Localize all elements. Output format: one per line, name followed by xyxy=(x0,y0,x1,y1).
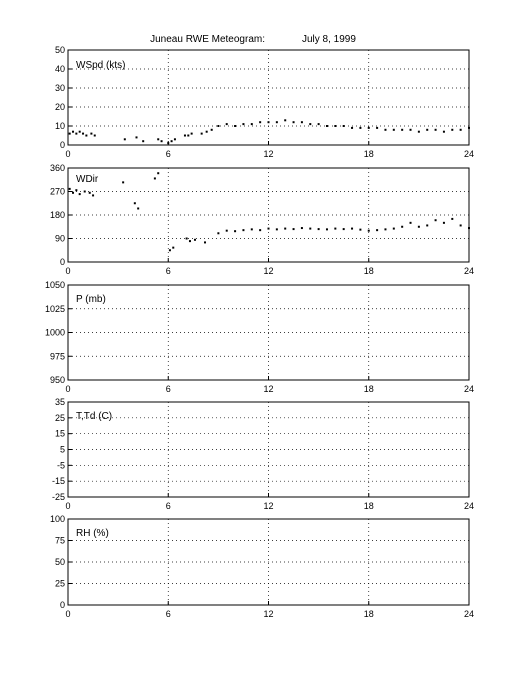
data-point xyxy=(393,129,395,131)
data-point xyxy=(309,123,311,125)
data-point xyxy=(435,129,437,131)
data-point xyxy=(401,226,403,228)
data-point xyxy=(122,181,124,183)
y-tick-label: 5 xyxy=(59,444,65,455)
data-point xyxy=(226,230,228,232)
data-point xyxy=(268,121,270,123)
panel-2 xyxy=(45,280,474,394)
y-tick-label: 20 xyxy=(54,102,65,112)
data-point xyxy=(204,241,206,243)
data-point xyxy=(217,125,219,127)
x-tick-label: 18 xyxy=(363,609,374,619)
data-point xyxy=(194,239,196,241)
y-tick-label: 100 xyxy=(49,514,65,524)
y-tick-label: 1000 xyxy=(44,327,65,338)
y-tick-label: 10 xyxy=(54,121,65,131)
data-point xyxy=(418,131,420,133)
x-tick-label: 24 xyxy=(463,501,475,511)
data-point xyxy=(242,229,244,231)
panel-0 xyxy=(55,45,474,159)
y-tick-label: 360 xyxy=(49,163,65,173)
data-point xyxy=(359,229,361,231)
data-point xyxy=(351,127,353,129)
x-tick-label: 0 xyxy=(65,609,71,619)
x-tick-label: 0 xyxy=(65,149,71,159)
data-point xyxy=(171,140,173,142)
x-tick-label: 12 xyxy=(263,149,274,159)
data-point xyxy=(187,135,189,137)
data-point xyxy=(167,142,169,144)
data-point xyxy=(276,228,278,230)
data-point xyxy=(443,222,445,224)
data-point xyxy=(410,222,412,224)
x-tick-label: 24 xyxy=(463,384,475,394)
y-tick-label: 90 xyxy=(54,233,65,244)
y-tick-label: -5 xyxy=(56,460,65,471)
data-point xyxy=(251,123,253,125)
data-point xyxy=(234,125,236,127)
data-point xyxy=(206,131,208,133)
data-point xyxy=(69,133,71,135)
data-point xyxy=(460,224,462,226)
data-point xyxy=(72,131,74,133)
data-point xyxy=(326,125,328,127)
data-point xyxy=(443,131,445,133)
data-point xyxy=(161,140,163,142)
data-point xyxy=(211,129,213,131)
data-point xyxy=(75,133,77,135)
y-tick-label: 0 xyxy=(59,140,65,150)
panel-label: WDir xyxy=(76,174,99,185)
data-point xyxy=(242,123,244,125)
data-point xyxy=(136,136,138,138)
data-point xyxy=(234,230,236,232)
data-point xyxy=(154,177,156,179)
data-point xyxy=(134,202,136,204)
data-point xyxy=(189,240,191,242)
data-point xyxy=(82,133,84,135)
data-point xyxy=(301,227,303,229)
data-point xyxy=(191,133,193,135)
data-point xyxy=(174,138,176,140)
data-point xyxy=(368,230,370,232)
data-point xyxy=(451,129,453,131)
data-point xyxy=(368,127,370,129)
panel-label: WSpd (kts) xyxy=(76,60,126,71)
data-point xyxy=(276,121,278,123)
y-tick-label: 75 xyxy=(54,535,65,546)
x-tick-label: 24 xyxy=(463,609,475,619)
y-tick-label: 35 xyxy=(54,397,65,407)
data-point xyxy=(410,129,412,131)
y-tick-label: 1050 xyxy=(44,280,65,290)
y-tick-label: 950 xyxy=(49,375,65,385)
y-tick-label: 50 xyxy=(54,557,65,567)
data-point xyxy=(124,138,126,140)
data-point xyxy=(309,228,311,230)
x-tick-label: 0 xyxy=(65,501,71,511)
data-point xyxy=(72,192,74,194)
data-point xyxy=(137,207,139,209)
data-point xyxy=(259,121,261,123)
data-point xyxy=(318,123,320,125)
data-point xyxy=(201,133,203,135)
data-point xyxy=(435,219,437,221)
data-point xyxy=(184,135,186,137)
y-tick-label: -25 xyxy=(51,492,65,502)
x-tick-label: 12 xyxy=(263,609,274,619)
y-tick-label: 15 xyxy=(54,428,65,439)
data-point xyxy=(393,228,395,230)
y-tick-label: 180 xyxy=(49,210,65,220)
data-point xyxy=(301,121,303,123)
panel-label: P (mb) xyxy=(76,294,106,305)
x-tick-label: 18 xyxy=(363,501,374,511)
data-point xyxy=(351,228,353,230)
data-point xyxy=(85,135,87,137)
data-point xyxy=(318,228,320,230)
data-point xyxy=(343,125,345,127)
data-point xyxy=(69,188,71,190)
x-tick-label: 6 xyxy=(165,149,171,159)
x-tick-label: 6 xyxy=(165,266,171,276)
data-point xyxy=(89,192,91,194)
data-point xyxy=(186,238,188,240)
data-point xyxy=(468,127,470,129)
y-tick-label: 30 xyxy=(54,83,65,93)
y-tick-label: 0 xyxy=(59,257,65,267)
y-tick-label: 25 xyxy=(54,578,65,589)
data-point xyxy=(259,229,261,231)
data-point xyxy=(384,228,386,230)
data-point xyxy=(172,247,174,249)
y-tick-label: 50 xyxy=(54,45,65,55)
data-point xyxy=(142,140,144,142)
data-point xyxy=(79,193,81,195)
data-point xyxy=(284,119,286,121)
panel-3 xyxy=(52,397,474,511)
x-tick-label: 6 xyxy=(165,609,171,619)
data-point xyxy=(293,228,295,230)
data-point xyxy=(401,129,403,131)
data-point xyxy=(84,191,86,193)
x-tick-label: 24 xyxy=(463,149,475,159)
data-point xyxy=(343,228,345,230)
panel-4 xyxy=(50,514,474,619)
data-point xyxy=(334,228,336,230)
data-point xyxy=(157,138,159,140)
y-tick-label: -15 xyxy=(51,476,65,487)
x-tick-label: 0 xyxy=(65,384,71,394)
figure-title-date: July 8, 1999 xyxy=(302,34,356,45)
data-point xyxy=(75,189,77,191)
x-tick-label: 0 xyxy=(65,266,71,276)
panels xyxy=(45,45,474,619)
data-point xyxy=(169,249,171,251)
x-tick-label: 18 xyxy=(363,266,374,276)
panel-1 xyxy=(50,163,474,276)
x-tick-label: 18 xyxy=(363,384,374,394)
panel-label: RH (%) xyxy=(76,528,109,539)
y-tick-label: 1025 xyxy=(44,303,65,314)
x-tick-label: 6 xyxy=(165,501,171,511)
data-point xyxy=(217,232,219,234)
y-tick-label: 975 xyxy=(49,351,65,362)
x-tick-label: 24 xyxy=(463,266,475,276)
data-point xyxy=(376,229,378,231)
data-point xyxy=(376,127,378,129)
x-tick-label: 12 xyxy=(263,384,274,394)
data-point xyxy=(251,228,253,230)
data-point xyxy=(90,133,92,135)
data-point xyxy=(293,121,295,123)
data-point xyxy=(359,127,361,129)
data-point xyxy=(384,129,386,131)
data-point xyxy=(92,194,94,196)
y-tick-label: 25 xyxy=(54,412,65,423)
data-point xyxy=(451,218,453,220)
data-point xyxy=(418,226,420,228)
x-tick-label: 6 xyxy=(165,384,171,394)
data-point xyxy=(334,125,336,127)
y-tick-label: 270 xyxy=(49,186,65,197)
y-tick-label: 0 xyxy=(59,600,65,610)
x-tick-label: 12 xyxy=(263,266,274,276)
data-point xyxy=(268,228,270,230)
x-tick-label: 12 xyxy=(263,501,274,511)
data-point xyxy=(157,172,159,174)
figure-title-station: Juneau RWE Meteogram: xyxy=(150,34,265,45)
data-point xyxy=(284,228,286,230)
y-tick-label: 40 xyxy=(54,64,65,74)
x-tick-label: 18 xyxy=(363,149,374,159)
data-point xyxy=(79,131,81,133)
data-point xyxy=(468,227,470,229)
data-point xyxy=(226,123,228,125)
data-point xyxy=(426,224,428,226)
data-point xyxy=(94,135,96,137)
data-point xyxy=(460,129,462,131)
panel-label: T,Td (C) xyxy=(76,411,113,422)
data-point xyxy=(426,129,428,131)
data-point xyxy=(326,228,328,230)
